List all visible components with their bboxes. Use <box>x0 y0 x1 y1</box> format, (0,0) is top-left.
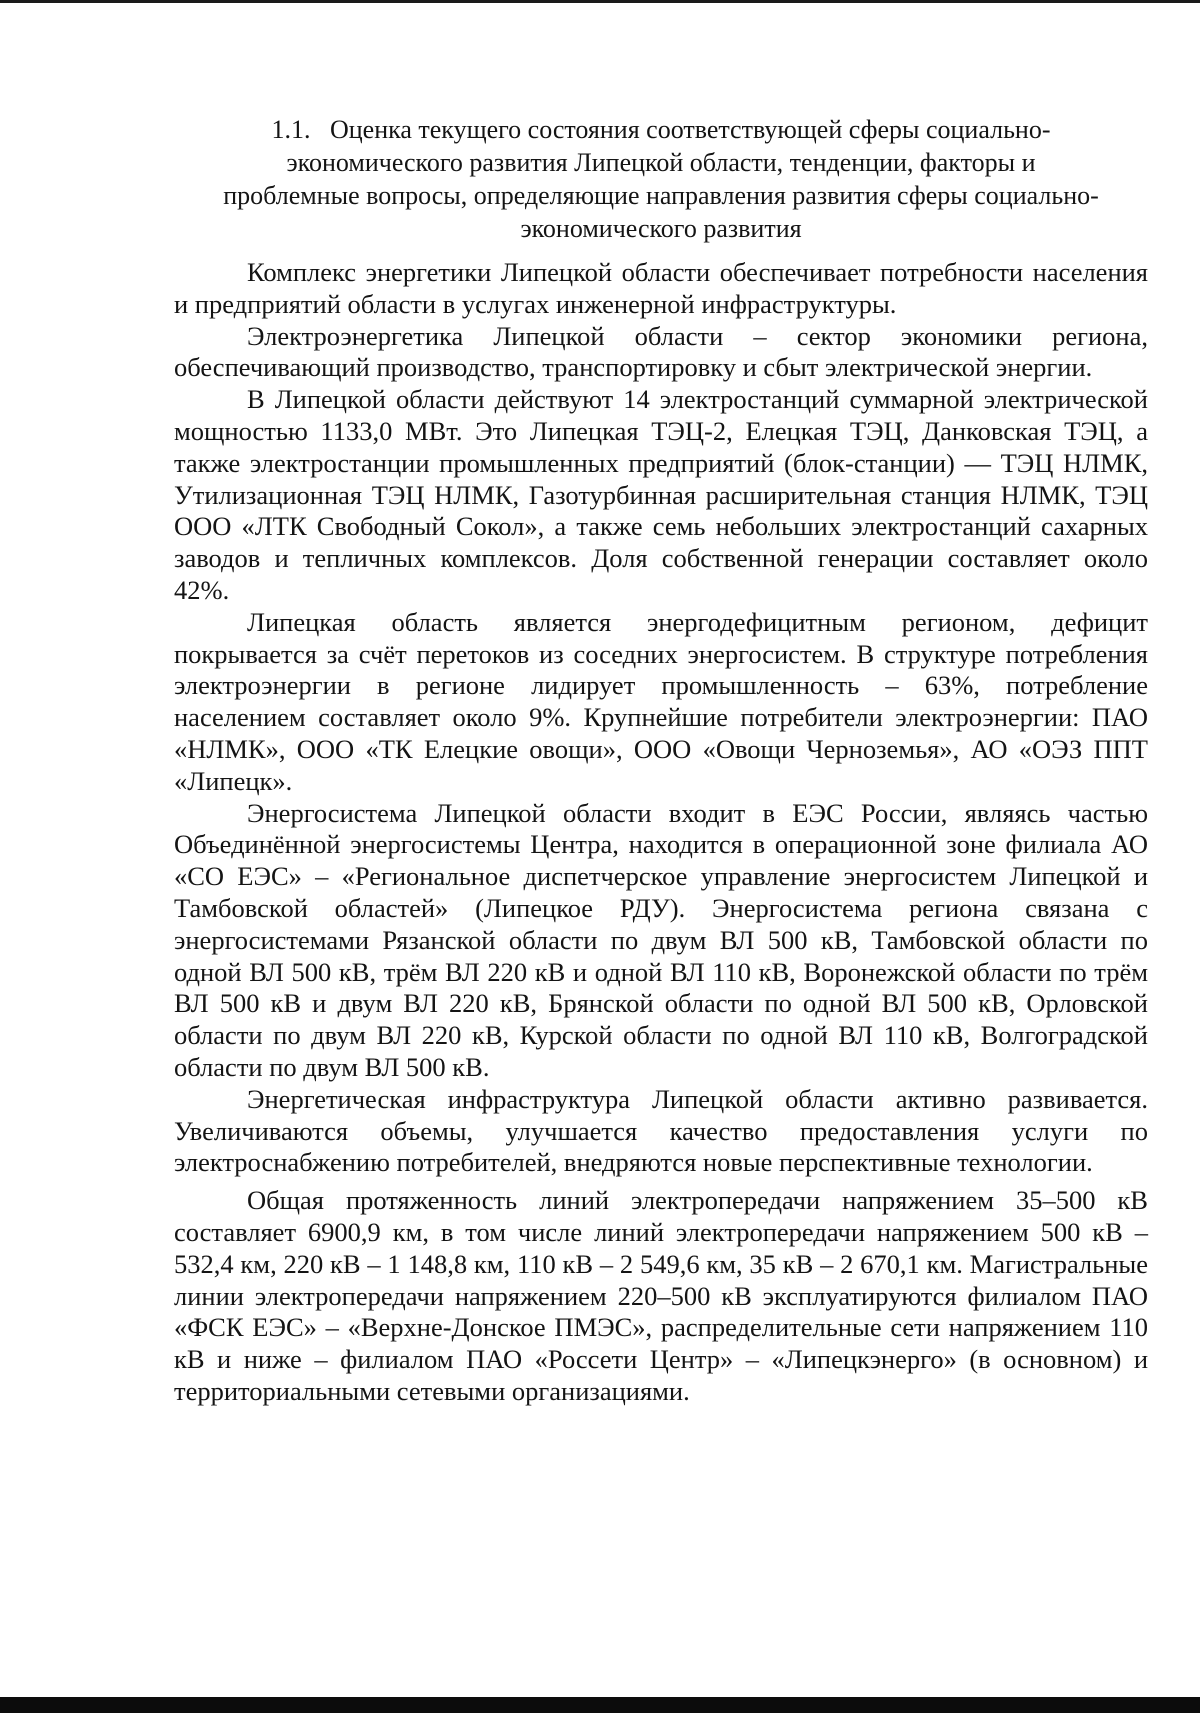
paragraph-infrastructure: Энергетическая инфраструктура Липецкой области активно развивается. Увеличиваются объемы, улучшается качество предоставления услуги по электроснабжению потребителей, внедряются новые перспективные технологии. <box>174 1083 1148 1178</box>
section-heading-line: экономического развития Липецкой области, тенденции, факторы и <box>286 148 1036 177</box>
scan-edge-top <box>0 0 1200 3</box>
paragraph-electric-power: Электроэнергетика Липецкой области – сектор экономики региона, обеспечивающий производство, транспортировку и сбыт электрической энергии. <box>174 320 1148 383</box>
section-heading <box>174 113 1148 245</box>
paragraph-energy-deficit: Липецкая область является энергодефицитным регионом, дефицит покрывается за счёт перетоков из соседних энергосистем. В структуре потребления электроэнергии в регионе лидирует промышленность – 63%, потребление населением составляет около 9%. Крупнейшие потребители электроэнергии: ПАО «НЛМК», ООО «ТК Елецкие овощи», ООО «Овощи Черноземья», АО «ОЭЗ ППТ «Липецк». <box>174 606 1148 796</box>
section-heading-line: экономического развития <box>520 214 802 243</box>
scan-edge-bottom <box>0 1697 1200 1713</box>
section-heading-line: 1.1. Оценка текущего состояния соответствующей сферы социально- <box>271 115 1051 144</box>
paragraph-power-plants: В Липецкой области действуют 14 электростанций суммарной электрической мощностью 1133,0 МВт. Это Липецкая ТЭЦ-2, Елецкая ТЭЦ, Данковская ТЭЦ, а также электростанции промышленных предприятий (блок-станции) — ТЭЦ НЛМК, Утилизационная ТЭЦ НЛМК, Газотурбинная расширительная станция НЛМК, ТЭЦ ООО «ЛТК Свободный Сокол», а также семь небольших электростанций сахарных заводов и тепличных комплексов. Доля собственной генерации составляет около 42%. <box>174 384 1148 605</box>
document-body <box>174 113 1148 1408</box>
paragraph-power-lines: Общая протяженность линий электропередачи напряжением 35–500 кВ составляет 6900,9 км, в том числе линий электропередачи напряжением 500 кВ – 532,4 км, 220 кВ – 1 148,8 км, 110 кВ – 2 549,6 км, 35 кВ – 2 670,1 км. Магистральные линии электропередачи напряжением 220–500 кВ эксплуатируются филиалом ПАО «ФСК ЕЭС» – «Верхне-Донское ПМЭС», распределительные сети напряжением 110 кВ и ниже – филиалом ПАО «Россети Центр» – «Липецкэнерго» (в основном) и территориальными сетевыми организациями. <box>174 1185 1148 1406</box>
paragraph-energy-system: Энергосистема Липецкой области входит в ЕЭС России, являясь частью Объединённой энергосистемы Центра, находится в операционной зоне филиала АО «СО ЕЭС» – «Региональное диспетчерское управление энергосистем Липецкой и Тамбовской областей» (Липецкое РДУ). Энергосистема региона связана с энергосистемами Рязанской области по двум ВЛ 500 кВ, Тамбовской области по одной ВЛ 500 кВ, трём ВЛ 220 кВ и одной ВЛ 110 кВ, Воронежской области по трём ВЛ 500 кВ и двум ВЛ 220 кВ, Брянской области по одной ВЛ 500 кВ, Орловской области по двум ВЛ 220 кВ, Курской области по одной ВЛ 110 кВ, Волгоградской области по двум ВЛ 500 кВ. <box>174 797 1148 1082</box>
section-heading-line: проблемные вопросы, определяющие направления развития сферы социально- <box>223 181 1099 210</box>
paragraph-energy-complex: Комплекс энергетики Липецкой области обеспечивает потребности населения и предприятий области в услугах инженерной инфраструктуры. <box>174 257 1148 319</box>
